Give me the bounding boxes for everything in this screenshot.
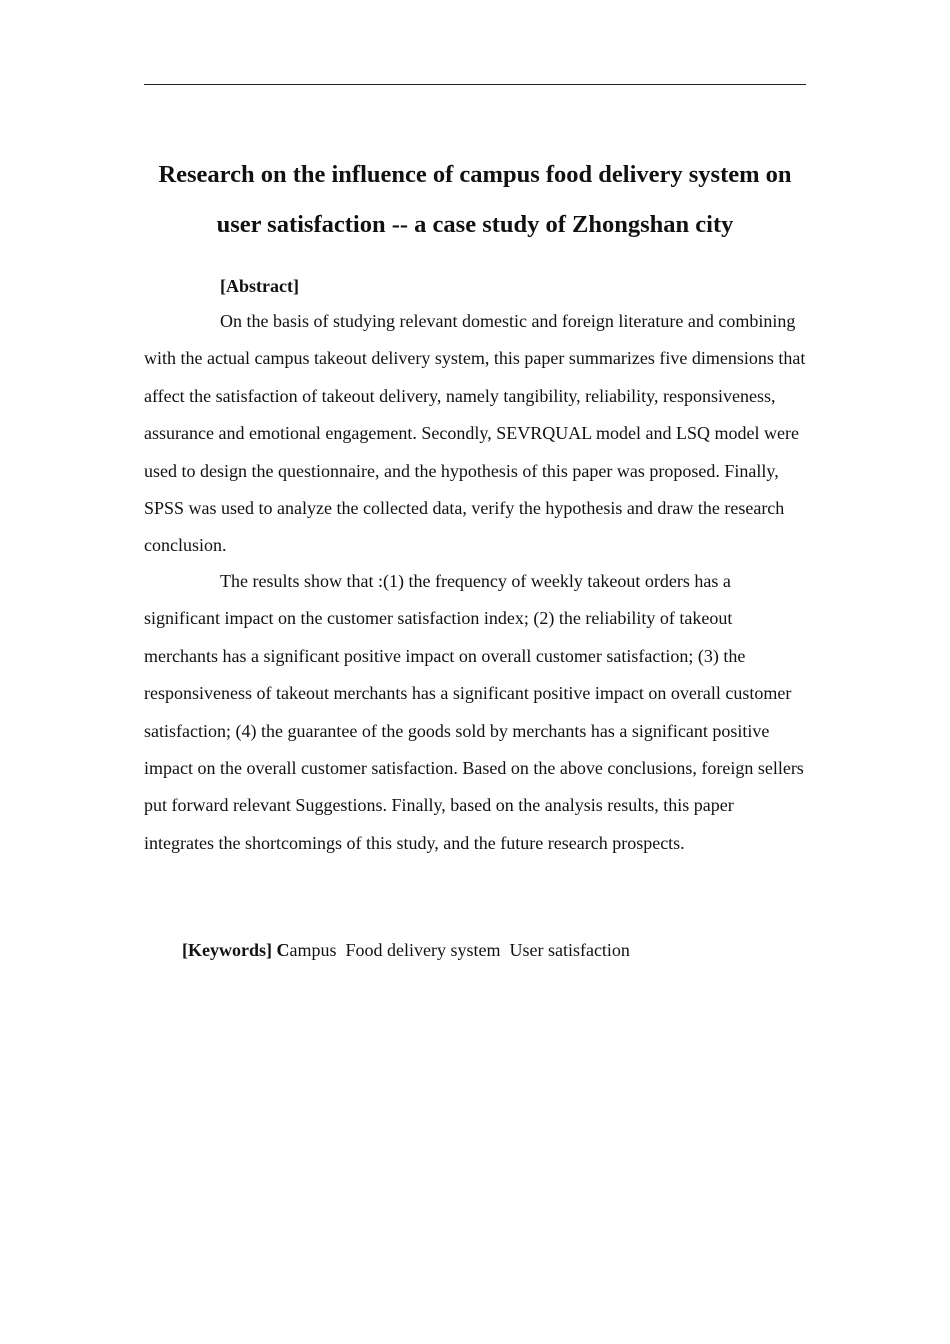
title-line-2: user satisfaction -- a case study of Zhongshan city (216, 211, 734, 238)
paper-title (120, 150, 830, 250)
abstract-paragraph-1: On the basis of studying relevant domestic and foreign literature and combining with the actual campus takeout delivery system, this paper summarizes five dimensions that affect the satisfaction of takeout delivery, namely tangibility, reliability, responsiveness, assurance and emotional engagement. Secondly, SEVRQUAL model and LSQ model were used to design the questionnaire, and the hypothesis of this paper was proposed. Finally, SPSS was used to analyze the collected data, verify the hypothesis and draw the research conclusion. (144, 311, 806, 556)
keywords-list: ampus Food delivery system User satisfaction (289, 940, 630, 960)
keywords-label: [Keywords] (182, 940, 277, 960)
abstract-heading: [Abstract] (220, 276, 299, 296)
keywords-first-letter: C (276, 940, 290, 960)
keywords-line (182, 936, 630, 964)
title-line-1: Research on the influence of campus food delivery system on (158, 161, 792, 188)
abstract-paragraph-2: The results show that :(1) the frequency of weekly takeout orders has a significant impact on the customer satisfaction index; (2) the reliability of takeout merchants has a significant positive impact on overall customer satisfaction; (3) the responsiveness of takeout merchants has a significant positive impact on overall customer satisfaction; (4) the guarantee of the goods sold by merchants has a significant positive impact on the overall customer satisfaction. Based on the above conclusions, foreign sellers put forward relevant Suggestions. Finally, based on the analysis results, this paper integrates the shortcomings of this study, and the future research prospects. (144, 571, 804, 853)
header-rule (144, 84, 806, 85)
